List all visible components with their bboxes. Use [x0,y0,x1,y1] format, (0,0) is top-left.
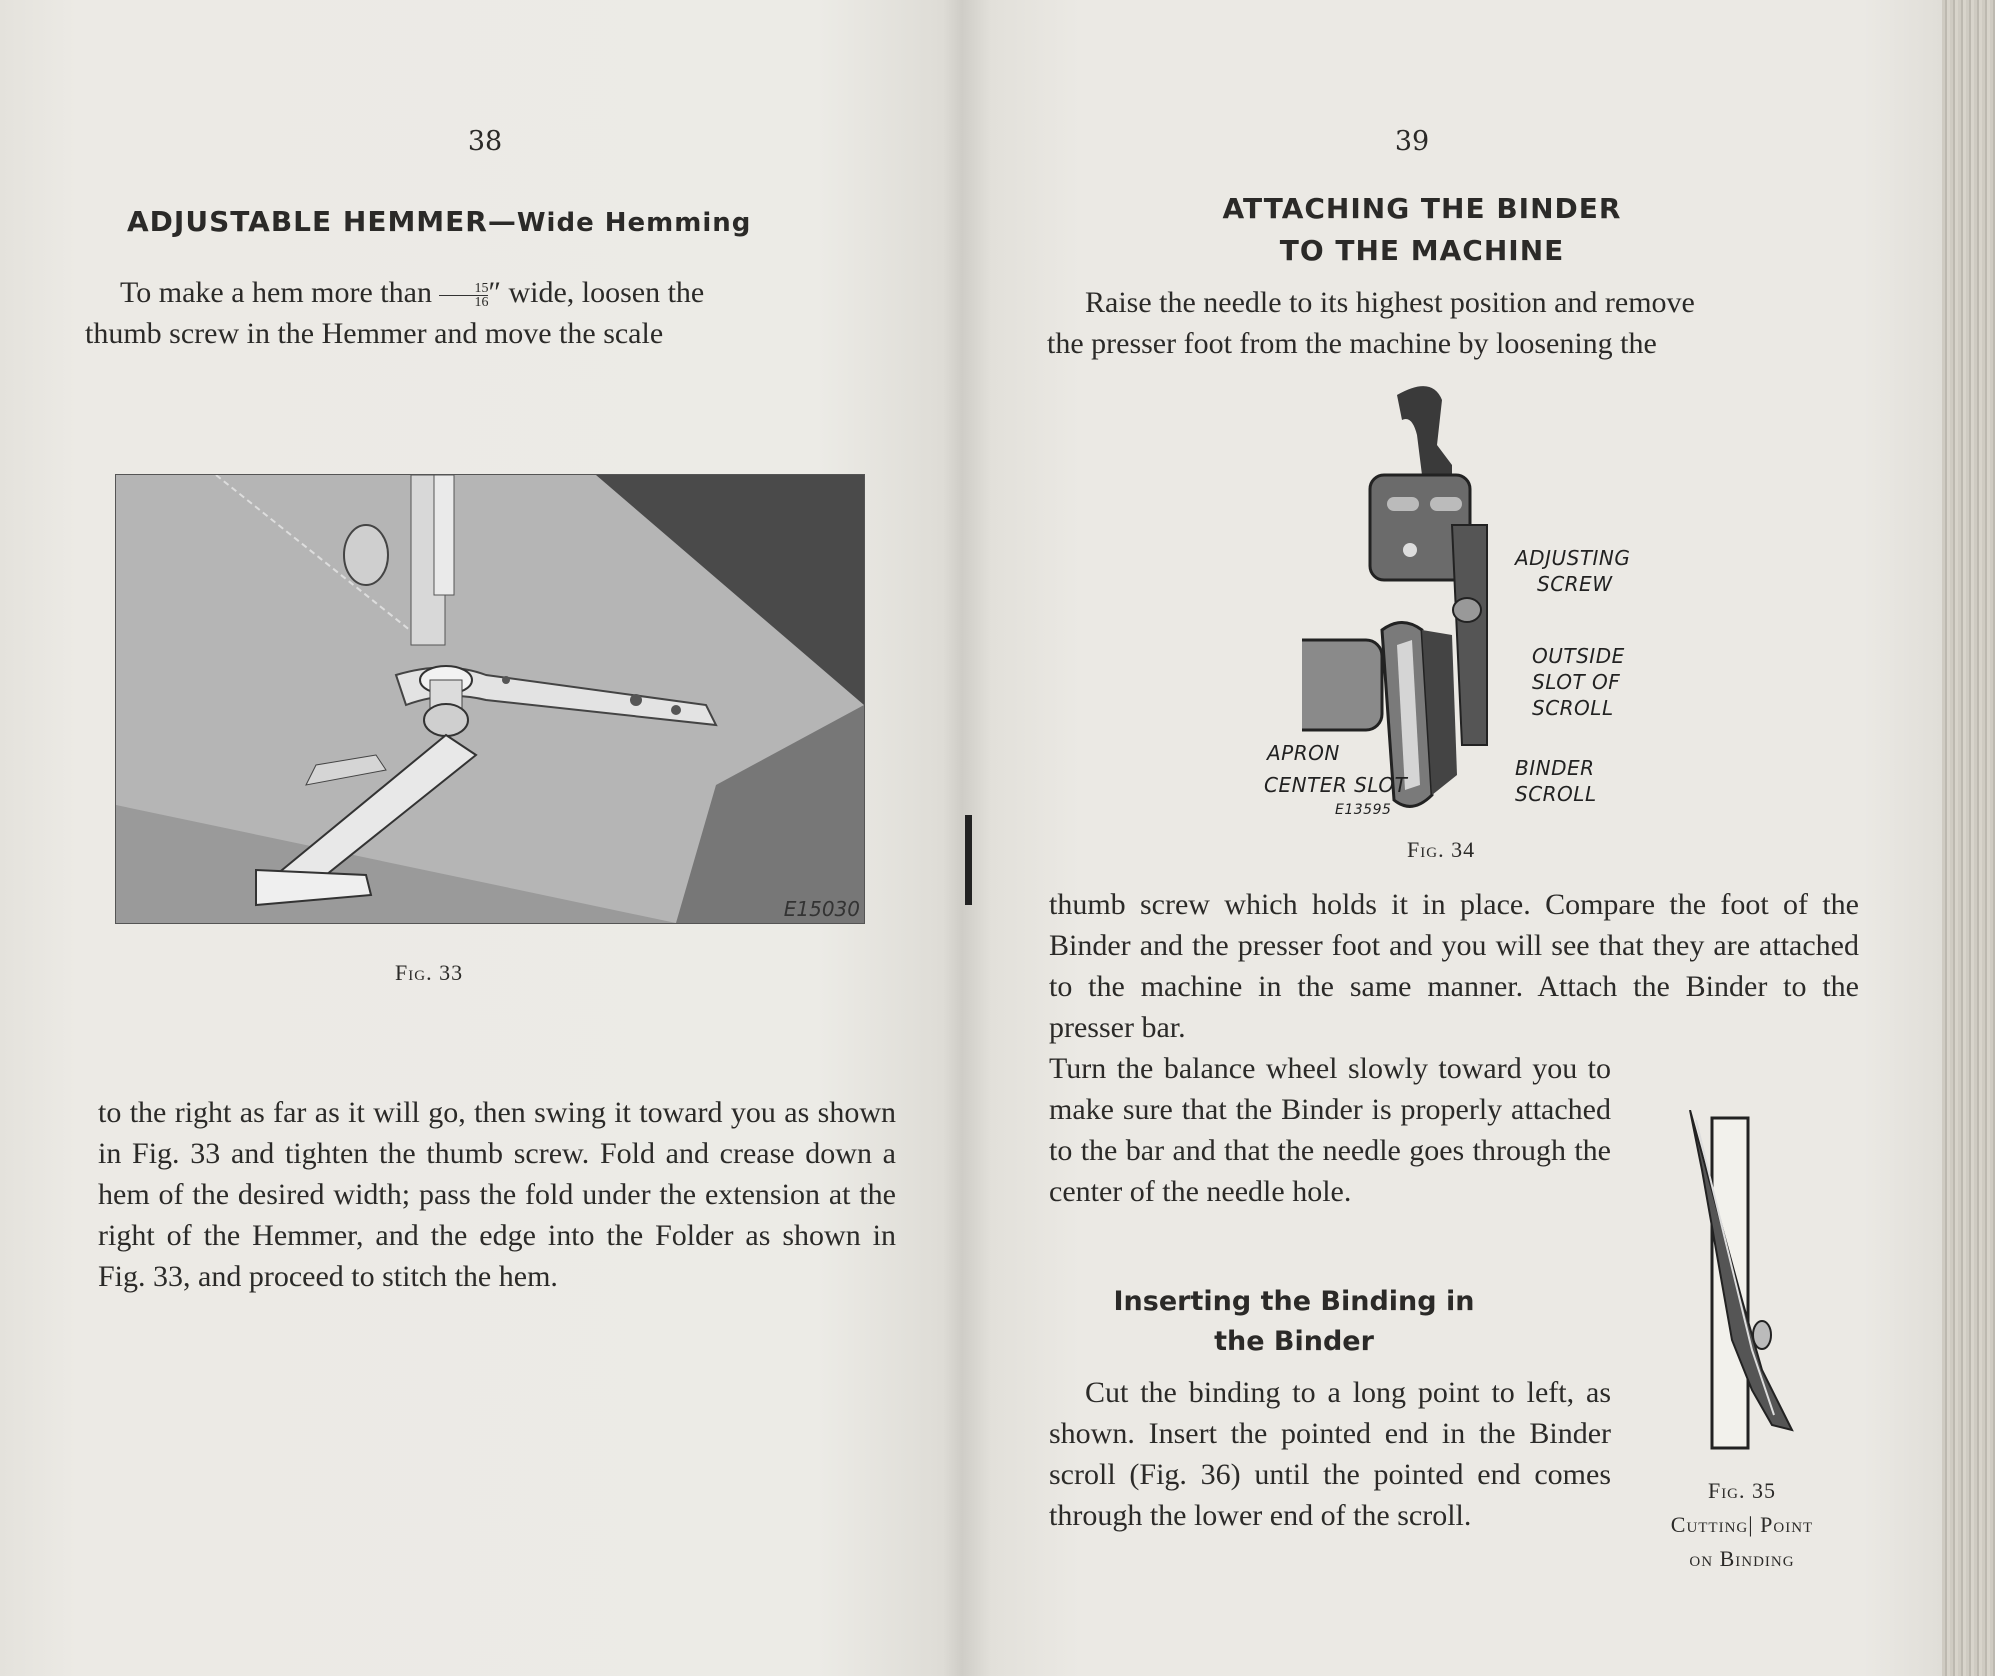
intro-text-a: To make a hem more than [120,276,440,309]
label-apron: APRON [1267,741,1340,765]
label-center-slot: CENTER SLOT [1264,773,1408,797]
binder-heading-line2: TO THE MACHINE [1279,234,1565,267]
fig33-id: E15030 [783,897,860,921]
fraction-numerator: 15 [439,282,488,296]
subheading-line1: Inserting the Binding in [1113,1286,1475,1317]
hemmer-heading [127,205,751,238]
label-outside-slot [1532,643,1625,721]
intro-line-2: thumb screw in the Hemmer and move the scale [85,317,664,350]
subheading-line2: the Binder [1214,1326,1374,1357]
hemmer-photo-illustration [116,475,864,923]
binder-intro-line2: the presser foot from the machine by loosening the [1047,327,1657,360]
heading-main: ADJUSTABLE HEMMER— [127,205,517,238]
right-page [962,0,1942,1676]
label-scroll: SCROLL [1532,696,1614,720]
binder-para2-full: thumb screw which holds it in place. Compare the foot of the Binder and the presser foot and you will see that they are attached to the machine in the same manner. Attach the Binder to the presser bar. [1049,888,1859,1044]
binder-heading-line1: ATTACHING THE BINDER [1222,192,1622,225]
binding-subheading [1074,1282,1514,1362]
fig35-caption-line3: on Binding [1689,1546,1795,1571]
fig33-caption: Fig. 33 [395,960,464,985]
label-binder-scroll-word: SCROLL [1515,782,1597,806]
fig33-photo [115,474,865,924]
fig34-drawing-id: E13595 [1335,802,1392,818]
hemmer-intro [85,272,885,354]
page-number-38: 38 [467,126,503,157]
label-slot-of: SLOT OF [1532,670,1621,694]
fig35-caption-line1: Fig. 35 [1707,1478,1777,1503]
fraction [439,282,488,309]
book-edge [1942,0,1995,1676]
label-outside: OUTSIDE [1532,644,1625,668]
spine-mark [965,815,972,905]
heading-sub: Wide Hemming [516,208,752,238]
left-page [0,0,962,1676]
binder-intro-line1: Raise the needle to its highest position and remove [1085,286,1695,319]
binding-point-drawing [1682,1110,1802,1450]
binder-para2-narrow: Turn the balance wheel slowly toward you to make sure that the Binder is properly attached to the bar and that the needle goes through the center of the needle hole. [1049,1052,1611,1208]
label-binder-scroll [1515,755,1597,807]
fig35-caption [1622,1474,1862,1576]
fig35-caption-line2: Cutting| Point [1670,1512,1814,1537]
binder-heading [962,188,1942,272]
page-number-39: 39 [1394,126,1430,157]
label-adjusting: ADJUSTING [1515,546,1631,570]
label-binder: BINDER [1515,756,1595,780]
binder-intro [1047,282,1857,364]
hemmer-continuation: to the right as far as it will go, then swing it toward you as shown in Fig. 33 and tighten the thumb screw. Fold and crease down a hem of the desired width; pass the fold under the extension at the right of the Hemmer, and the edge into the Folder as shown in Fig. 33, and proceed to stitch the hem. [98,1096,896,1293]
intro-text-b: ″ wide, loosen the [488,276,705,309]
fraction-denominator: 16 [474,294,489,310]
fig34-caption: Fig. 34 [1407,837,1476,862]
binding-para3: Cut the binding to a long point to left, as shown. Insert the pointed end in the Binder scroll (Fig. 36) until the pointed end comes through the lower end of the scroll. [1049,1376,1611,1532]
label-screw: SCREW [1537,572,1613,596]
label-adjusting-screw [1515,545,1630,597]
